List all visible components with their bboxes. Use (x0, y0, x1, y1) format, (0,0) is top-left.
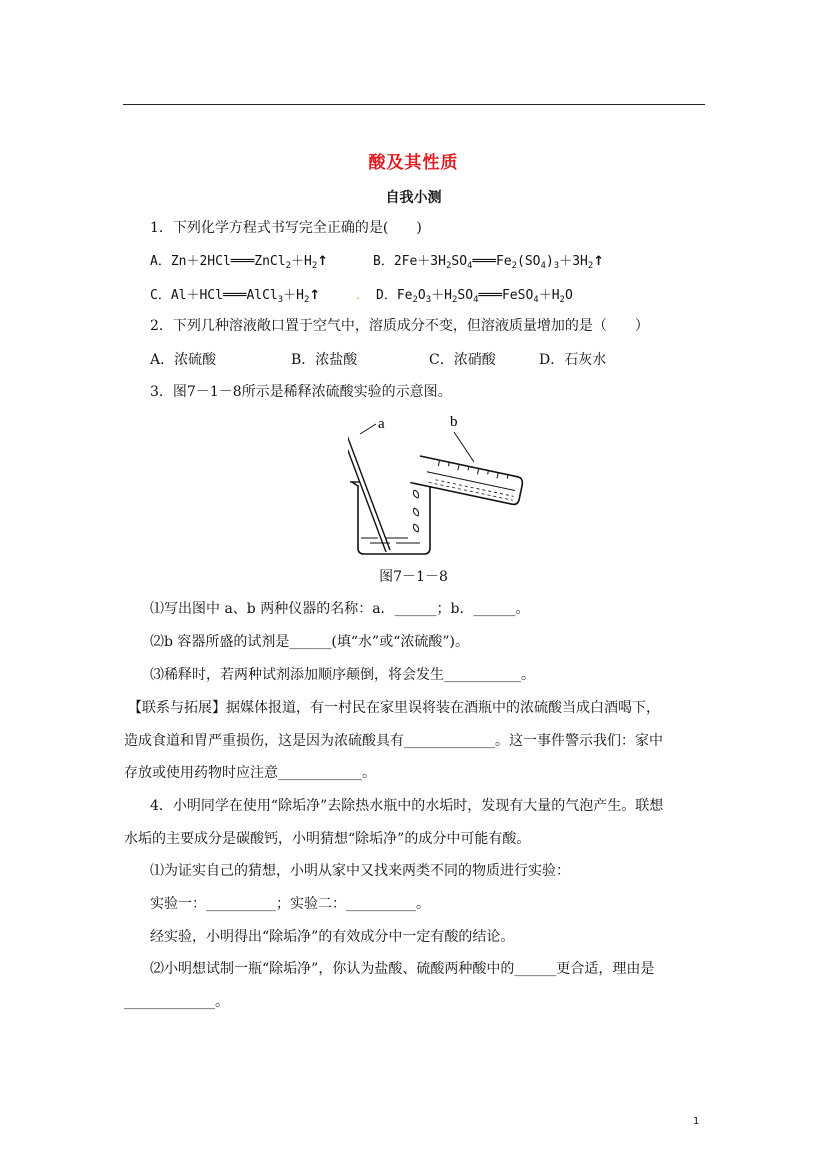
q4-line-6: ⑵小明想试制一瓶“除垢净”，你认为盐酸、硫酸两种酸中的______更合适，理由是 (150, 961, 655, 977)
q3-part-2: ⑵b 容器所盛的试剂是______(填“水”或“浓硫酸”)。 (150, 634, 469, 650)
section-subtitle: 自我小测 (385, 190, 442, 206)
q2-option-a: A．浓硫酸 (150, 352, 217, 368)
q3-part-3: ⑶稀释时，若两种试剂添加顺序颠倒，将会发生___________。 (150, 667, 535, 683)
q1-option-b: B．$2Fe+3H_2SO_4═══Fe_2(SO_4)_3+3H_2↑$ (373, 254, 605, 271)
q3-stem: 3．图7－1－8所示是稀释浓硫酸实验的示意图。 (150, 384, 452, 400)
q4-line-4: 实验一：__________；实验二：__________。 (150, 896, 430, 912)
q2-stem: 2．下列几种溶液敞口置于空气中，溶质成分不变，但溶液质量增加的是（ ） (150, 318, 649, 334)
dilution-figure (348, 412, 538, 562)
header-rule (123, 104, 705, 105)
up-arrow-icon: ↑ (309, 288, 321, 303)
q4-line-7: _____________。 (124, 994, 229, 1010)
q1-option-a: A．$Zn+2HCl═══ZnCl_2+H_2↑$ (150, 254, 329, 271)
q4-line-3: ⑴为证实自己的猜想，小明从家中又找来两类不同的物质进行实验： (150, 863, 570, 879)
q2-option-b: B．浓盐酸 (291, 352, 358, 368)
up-arrow-icon: ↑ (593, 254, 605, 269)
q2-option-d: D．石灰水 (539, 352, 607, 368)
page-number: 1 (693, 1116, 700, 1127)
q3-part-1: ⑴写出图中 a、b 两种仪器的名称：a．______；b．______。 (150, 601, 530, 617)
q4-line-2: 水垢的主要成分是碳酸钙，小明猜想“除垢净”的成分中可能有酸。 (124, 831, 531, 847)
up-arrow-icon: ↑ (317, 254, 329, 269)
q1-option-d: D．$Fe_2O_3+H_2SO_4═══FeSO_4+H_2O$ (376, 288, 573, 305)
q1-stem: 1．下列化学方程式书写完全正确的是( ) (150, 220, 422, 236)
graduated-cylinder-icon (410, 455, 523, 505)
q4-line-1: 4．小明同学在使用“除垢净”去除热水瓶中的水垢时，发现有大量的气泡产生。联想 (150, 798, 664, 814)
q3-extension-line-3: 存放或使用药物时应注意____________。 (124, 765, 376, 781)
q3-extension-line-2: 造成食道和胃严重损伤，这是因为浓硫酸具有_____________。这一事件警示我们：家中 (124, 733, 663, 749)
q3-extension-line-1: 【联系与拓展】据媒体报道，有一村民在家里误将装在酒瓶中的浓硫酸当成白酒喝下， (128, 700, 660, 716)
dilution-diagram (348, 412, 538, 562)
page-title: 酸及其性质 (368, 153, 459, 173)
q4-line-5: 经实验，小明得出“除垢净”的有效成分中一定有酸的结论。 (150, 929, 515, 945)
figure-label-b: b (450, 414, 458, 430)
q2-option-c: C．浓硝酸 (429, 352, 496, 368)
figure-label-a: a (378, 416, 385, 432)
q1-option-c: C．$Al+HCl═══AlCl_3+H_2↑$ (150, 288, 321, 305)
figure-caption: 图7－1－8 (379, 569, 448, 585)
q1-dot: . (355, 291, 362, 302)
